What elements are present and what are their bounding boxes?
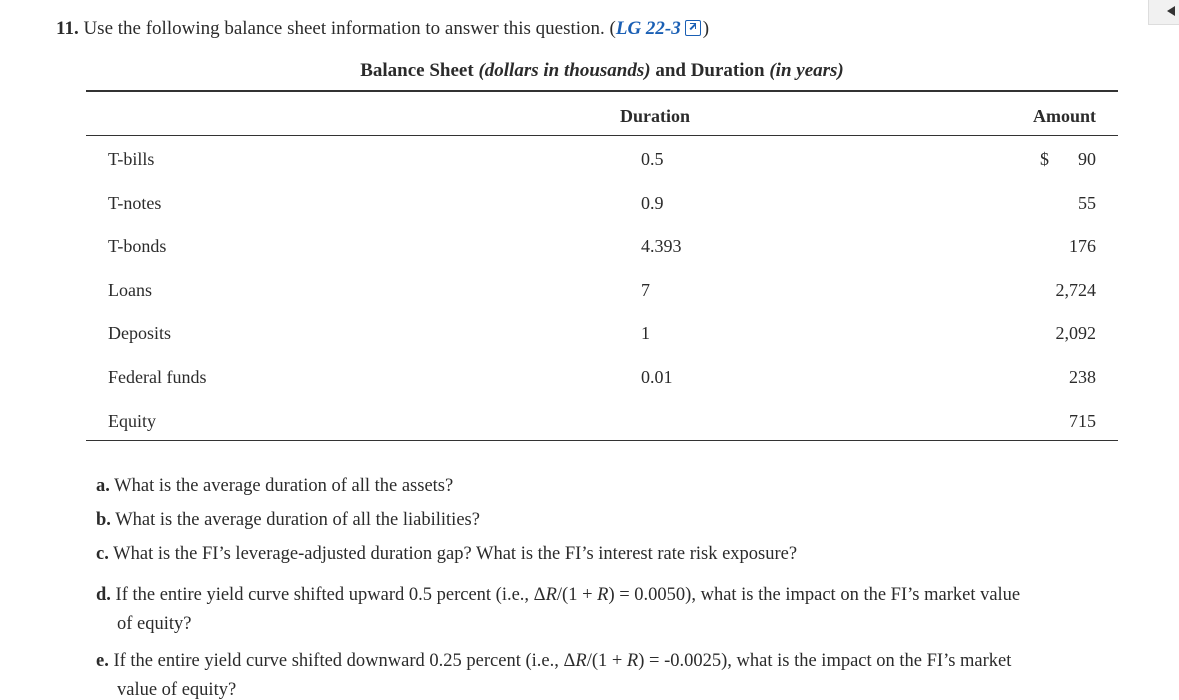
table-row [0, 236, 1179, 260]
row-amount: 2,092 [1055, 323, 1096, 343]
collapse-arrow-icon[interactable] [1148, 0, 1179, 25]
duration-column-header: Duration [620, 106, 691, 126]
table-title [0, 60, 1179, 82]
row-duration: 0.5 [641, 149, 664, 169]
part-letter: b. [96, 510, 111, 530]
table-row [0, 149, 1179, 173]
part-text: What is the average duration of all the liabilities? [115, 510, 480, 530]
title-part-2: (dollars in thousands) [478, 60, 651, 81]
row-label: T-bonds [108, 236, 167, 256]
part-var: R [626, 651, 639, 671]
row-label: Loans [108, 280, 152, 300]
part-letter: a. [96, 476, 110, 496]
part-var: R [597, 585, 609, 605]
question-text: Use the following balance sheet information to answer this question. [83, 18, 605, 39]
table-bottom-rule [86, 440, 1118, 441]
part-text: What is the FI’s leverage-adjusted duration gap? What is the FI’s interest rate risk exposure? [113, 544, 798, 564]
part-text: /(1 + [586, 651, 627, 671]
part-d [96, 581, 1020, 639]
question-number: 11. [56, 18, 79, 39]
external-link-icon[interactable] [685, 20, 701, 36]
row-amount: 238 [1069, 367, 1096, 387]
row-label: T-notes [108, 193, 162, 213]
row-label: Federal funds [108, 367, 207, 387]
table-row [0, 280, 1179, 304]
part-text-continued: value of equity? [117, 680, 237, 700]
part-letter: e. [96, 651, 109, 671]
row-amount: 715 [1069, 411, 1096, 431]
row-amount: 176 [1069, 236, 1096, 256]
part-text: ) = 0.0050), what is the impact on the FI’s market value [608, 585, 1021, 605]
part-letter: c. [96, 544, 109, 564]
table-row [0, 193, 1179, 217]
part-var: R [545, 585, 557, 605]
row-label: T-bills [108, 149, 155, 169]
row-amount: 55 [1078, 193, 1096, 213]
part-a [96, 476, 453, 497]
row-amount: 2,724 [1055, 280, 1096, 300]
table-row [0, 411, 1179, 435]
part-c [96, 544, 797, 565]
title-part-1: Balance Sheet [360, 60, 474, 81]
row-label: Equity [108, 411, 156, 431]
close-paren: ) [702, 18, 710, 39]
row-amount: 90 [1078, 149, 1096, 169]
part-text: /(1 + [556, 585, 598, 605]
table-row [0, 367, 1179, 391]
amount-column-header: Amount [1032, 106, 1096, 126]
part-var: R [575, 651, 587, 671]
row-label: Deposits [108, 323, 171, 343]
part-text-continued: of equity? [117, 614, 192, 634]
table-row [0, 323, 1179, 347]
learning-goal-link[interactable]: LG 22-3 [615, 18, 681, 39]
title-part-4: (in years) [769, 60, 844, 81]
title-part-3: and Duration [655, 60, 765, 81]
dollar-sign: $ [1040, 149, 1049, 169]
table-top-rule [86, 90, 1118, 92]
part-b [96, 510, 480, 531]
question-header [56, 18, 709, 40]
part-text: What is the average duration of all the assets? [114, 476, 454, 496]
row-duration: 0.9 [641, 193, 664, 213]
part-text: If the entire yield curve shifted downward 0.25 percent (i.e., Δ [113, 651, 576, 671]
row-duration: 7 [641, 280, 650, 300]
row-duration: 0.01 [641, 367, 673, 387]
part-text: ) = -0.0025), what is the impact on the FI’s market [638, 651, 1012, 671]
open-paren: ( [609, 18, 616, 39]
part-text: If the entire yield curve shifted upward 0.5 percent (i.e., Δ [115, 585, 546, 605]
part-e [96, 647, 1011, 700]
header-rule [86, 135, 1118, 136]
part-letter: d. [96, 585, 111, 605]
row-duration: 1 [641, 323, 650, 343]
row-duration: 4.393 [641, 236, 682, 256]
